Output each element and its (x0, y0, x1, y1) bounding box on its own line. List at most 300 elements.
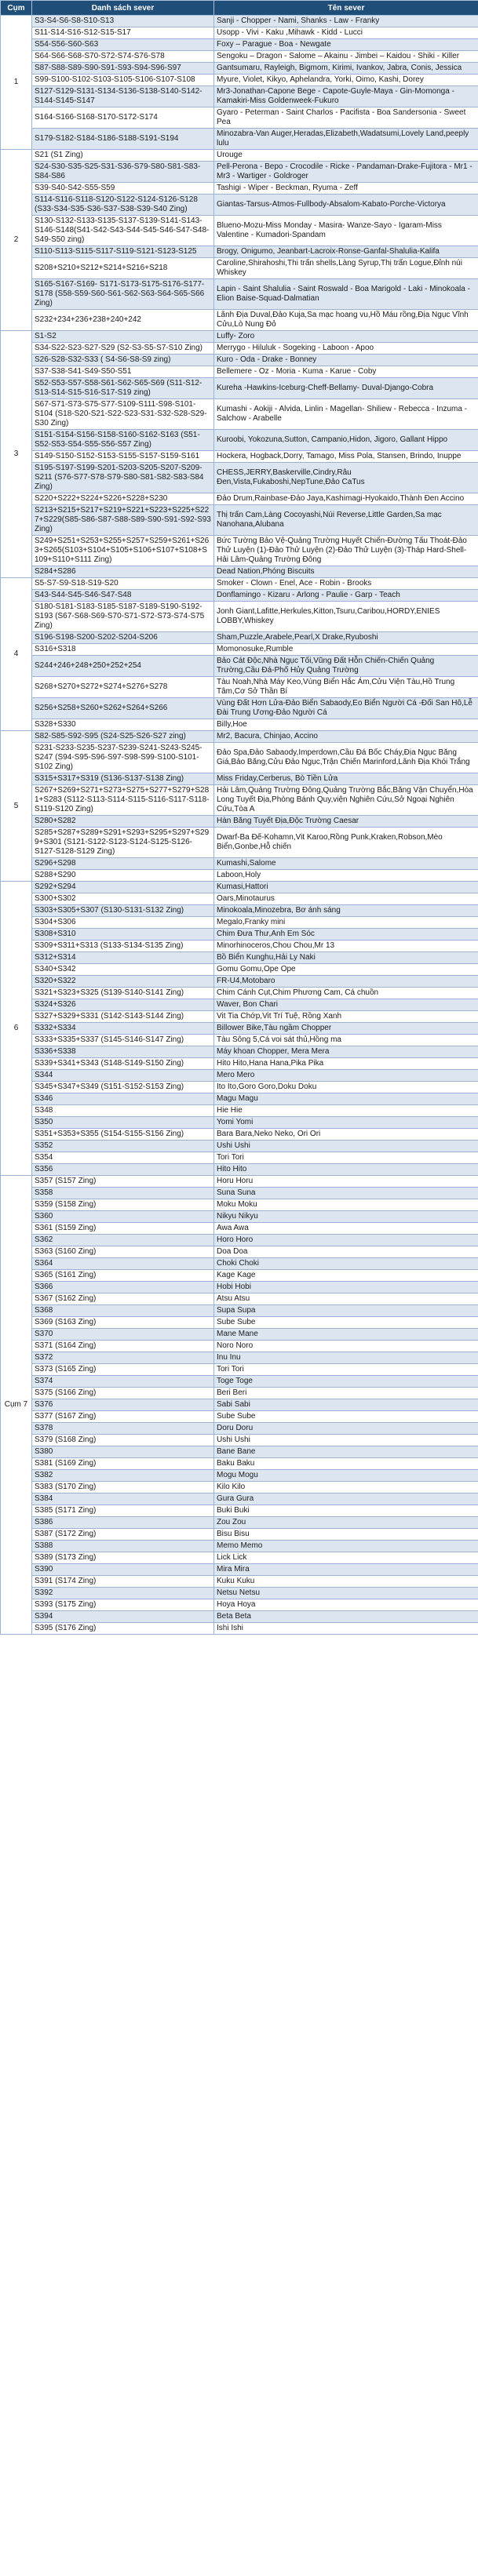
server-name-cell: Bồ Biển Kunghu,Hải Ly Naki (214, 952, 478, 964)
server-list-cell: S377 (S167 Zing) (32, 1411, 214, 1423)
server-name-cell: Minokoala,Minozebra, Bơ ánh sáng (214, 905, 478, 917)
header-cum: Cụm (1, 1, 32, 16)
server-name-cell: Laboon,Holy (214, 870, 478, 882)
server-name-cell: Bisu Bisu (214, 1529, 478, 1541)
server-list-cell: S320+S322 (32, 976, 214, 988)
server-list-cell: S344 (32, 1070, 214, 1082)
server-name-cell: Brogy, Onigumo, Jeanbart-Lacroix-Ronse-Ganfal-Shalulia-Kalifa (214, 246, 478, 258)
server-list-cell: S376 (32, 1399, 214, 1411)
table-row (1, 75, 478, 86)
server-name-cell: Gomu Gomu,Ope Ope (214, 964, 478, 976)
table-row (1, 988, 478, 999)
table-row (1, 331, 478, 343)
server-list-cell: S357 (S157 Zing) (32, 1176, 214, 1188)
table-row (1, 743, 478, 773)
server-list-cell: S365 (S161 Zing) (32, 1270, 214, 1282)
server-list-cell: S292+S294 (32, 882, 214, 893)
table-row (1, 1129, 478, 1141)
table-row (1, 1517, 478, 1529)
table-row (1, 602, 478, 632)
server-name-cell: Horu Horu (214, 1176, 478, 1188)
table-row (1, 1246, 478, 1258)
server-name-cell: Billower Bike,Tàu ngầm Chopper (214, 1023, 478, 1035)
server-list-cell: S1-S2 (32, 331, 214, 343)
table-row (1, 677, 478, 698)
server-name-cell: Mane Mane (214, 1329, 478, 1341)
table-row (1, 86, 478, 107)
server-list-cell: S389 (S173 Zing) (32, 1552, 214, 1564)
server-name-cell: Usopp - Vivi - Kaku ,Mihawk - Kidd - Lucci (214, 27, 478, 39)
server-list-cell: S351+S353+S355 (S154-S155-S156 Zing) (32, 1129, 214, 1141)
server-name-cell: Oars,Minotaurus (214, 893, 478, 905)
server-list-cell: S309+S311+S313 (S133-S134-S135 Zing) (32, 941, 214, 952)
server-name-cell: Awa Awa (214, 1223, 478, 1235)
server-name-cell: Sube Sube (214, 1411, 478, 1423)
table-row (1, 1223, 478, 1235)
server-list-cell: S3-S4-S6-S8-S10-S13 (32, 16, 214, 27)
server-name-cell: Máy khoan Chopper, Mera Mera (214, 1046, 478, 1058)
server-list-cell: S267+S269+S271+S273+S275+S277+S279+S281+S283 (S112-S113-S114-S115-S116-S117-S118-S119-S120 Zing) (32, 785, 214, 816)
server-name-cell: Dead Nation,Phóng Biscuits (214, 566, 478, 578)
table-row (1, 1305, 478, 1317)
server-name-cell: Lick Lick (214, 1552, 478, 1564)
cluster-cell: 2 (1, 150, 32, 331)
server-list-cell: S381 (S169 Zing) (32, 1458, 214, 1470)
server-name-cell: Gantsumaru, Rayleigh, Bigmom, Kirimi, Ivankov, Jabra, Conis, Jessica (214, 63, 478, 75)
table-row (1, 1093, 478, 1105)
table-row (1, 1011, 478, 1023)
server-list-cell: S316+S318 (32, 644, 214, 656)
server-list-cell: S43-S44-S45-S46-S47-S48 (32, 590, 214, 602)
table-row (1, 378, 478, 399)
server-list-cell: S164-S166-S168-S170-S172-S174 (32, 107, 214, 129)
server-list-cell: S350 (32, 1117, 214, 1129)
server-list-cell: S369 (S163 Zing) (32, 1317, 214, 1329)
server-name-cell: Kumasi,Hattori (214, 882, 478, 893)
table-row (1, 366, 478, 378)
table-row (1, 1141, 478, 1152)
server-name-cell: Bảo Cát Độc,Nhà Ngục Tối,Vũng Đất Hỗn Chiến-Chiến Quảng Trường,Cầu Đá-Phố Hủy Quảng Trường (214, 656, 478, 677)
server-list-cell: S39-S40-S42-S55-S59 (32, 183, 214, 195)
server-name-cell: Inu Inu (214, 1352, 478, 1364)
server-name-cell: Kuku Kuku (214, 1576, 478, 1588)
table-row (1, 1423, 478, 1435)
server-name-cell: Sanji - Chopper - Nami, Shanks - Law - Franky (214, 16, 478, 27)
table-row (1, 976, 478, 988)
server-name-cell: Bane Bane (214, 1446, 478, 1458)
server-list-cell: S366 (32, 1282, 214, 1293)
table-row (1, 51, 478, 63)
table-row (1, 1023, 478, 1035)
server-list-cell: S244+246+248+250+252+254 (32, 656, 214, 677)
table-row (1, 1552, 478, 1564)
server-name-cell: Netsu Netsu (214, 1588, 478, 1599)
server-name-cell: Minozabra-Van Auger,Heradas,Elizabeth,Wadatsumi,Lovely Land,peeply lulu (214, 129, 478, 150)
table-row (1, 1188, 478, 1199)
server-list-cell: S303+S305+S307 (S130-S131-S132 Zing) (32, 905, 214, 917)
server-name-cell: Luffy- Zoro (214, 331, 478, 343)
server-name-cell: Vit Tia Chớp,Vit Trí Tuệ, Rồng Xanh (214, 1011, 478, 1023)
server-name-cell: Magu Magu (214, 1093, 478, 1105)
server-list-cell: S333+S335+S337 (S145-S146-S147 Zing) (32, 1035, 214, 1046)
cluster-cell: 1 (1, 16, 32, 150)
server-list-cell: S360 (32, 1211, 214, 1223)
table-row (1, 246, 478, 258)
table-row (1, 858, 478, 870)
server-list-cell: S304+S306 (32, 917, 214, 929)
server-name-cell: Nikyu Nikyu (214, 1211, 478, 1223)
server-list-cell: S385 (S171 Zing) (32, 1505, 214, 1517)
server-list-cell: S367 (S162 Zing) (32, 1293, 214, 1305)
server-name-cell: Pell-Perona - Bepo - Crocodile - Ricke - Pandaman-Drake-Fujitora - Mr1 - Mr3 - Wartiger - Goldroger (214, 162, 478, 183)
table-row (1, 1564, 478, 1576)
table-row (1, 1329, 478, 1341)
server-name-cell: Kilo Kilo (214, 1482, 478, 1494)
server-name-cell: Noro Noro (214, 1341, 478, 1352)
server-name-cell: Donflamingo - Kizaru - Arlong - Paulie - Garp - Teach (214, 590, 478, 602)
server-name-cell: Billy,Hoe (214, 719, 478, 731)
table-row (1, 1046, 478, 1058)
server-list-cell: S54-S56-S60-S63 (32, 39, 214, 51)
server-name-cell: Thị trấn Cam,Làng Cocoyashi,Núi Reverse,Little Garden,Sa mạc Nanohana,Alubana (214, 505, 478, 536)
server-name-cell: Moku Moku (214, 1199, 478, 1211)
table-row (1, 929, 478, 941)
server-list-cell: S231-S233-S235-S237-S239-S241-S243-S245-S247 (S94-S95-S96-S97-S98-S99-S100-S101-S102 Zing) (32, 743, 214, 773)
table-row (1, 828, 478, 858)
server-name-cell: Sengoku – Dragon - Salome – Akainu - Jimbei – Kaidou - Shiki - Killer (214, 51, 478, 63)
server-list-cell: S386 (32, 1517, 214, 1529)
table-row (1, 1258, 478, 1270)
server-name-cell: Đảo Drum,Rainbase-Đảo Jaya,Kashimagi-Hyokaido,Thành Đen Accino (214, 493, 478, 505)
server-name-cell: Buki Buki (214, 1505, 478, 1517)
server-list-cell: S348 (32, 1105, 214, 1117)
server-list-cell: S327+S329+S331 (S142-S143-S144 Zing) (32, 1011, 214, 1023)
table-row (1, 1070, 478, 1082)
server-list-cell: S151-S154-S156-S158-S160-S162-S163 (S51-S52-S53-S54-S55-S56-S57 Zing) (32, 430, 214, 451)
server-name-cell: Yomi Yomi (214, 1117, 478, 1129)
server-name-cell: Tori Tori (214, 1152, 478, 1164)
server-name-cell: Hàn Băng Tuyết Địa,Độc Trường Caesar (214, 816, 478, 828)
table-body (1, 16, 478, 1635)
server-list-cell: S21 (S1 Zing) (32, 150, 214, 162)
server-name-cell: Memo Memo (214, 1541, 478, 1552)
server-list-cell: S195-S197-S199-S201-S203-S205-S207-S209-S211 (S76-S77-S78-S79-S80-S81-S82-S83-S84 Zing) (32, 463, 214, 493)
server-list-cell: S361 (S159 Zing) (32, 1223, 214, 1235)
server-list-cell: S380 (32, 1446, 214, 1458)
header-server-name: Tên sever (214, 1, 478, 16)
server-name-cell: Bức Tường Bảo Vệ-Quảng Trường Huyết Chiến-Đường Tấu Thoát-Đảo Thử Luyện (1)-Đảo Thử Luyện (2)-Đảo Thử Luyện (3)-Tháp Hard-Shell-Hải Lâm-Quảng Trường Đông (214, 536, 478, 566)
cluster-cell: 3 (1, 331, 32, 578)
server-list-cell: S374 (32, 1376, 214, 1388)
server-name-cell: Hito Hito,Hana Hana,Pika Pika (214, 1058, 478, 1070)
table-row (1, 1623, 478, 1635)
server-name-cell: Vùng Đất Hơn Lửa-Đảo Biển Sabaody,Eo Biển Người Cá -Đối San Hô,Lễ Đài Trung Ương-Đảo Người Cá (214, 698, 478, 719)
server-list-cell: S24-S30-S35-S25-S31-S36-S79-S80-S81-S83-S84-S86 (32, 162, 214, 183)
server-list-cell: S220+S222+S224+S226+S228+S230 (32, 493, 214, 505)
server-list-cell: S373 (S165 Zing) (32, 1364, 214, 1376)
server-name-cell: Sham,Puzzle,Arabele,Pearl,X Drake,Ryuboshi (214, 632, 478, 644)
server-list-cell: S67-S71-S73-S75-S77-S109-S111-S98-S101-S104 (S18-S20-S21-S22-S23-S31-S32-S28-S29-S30 Zing) (32, 399, 214, 430)
server-name-cell: Sabi Sabi (214, 1399, 478, 1411)
server-name-cell: Mira Mira (214, 1564, 478, 1576)
server-name-cell: Mero Mero (214, 1070, 478, 1082)
server-name-cell: Ito Ito,Goro Goro,Doku Doku (214, 1082, 478, 1093)
table-row (1, 964, 478, 976)
server-list-cell: S382 (32, 1470, 214, 1482)
table-row (1, 355, 478, 366)
server-list-cell: S378 (32, 1423, 214, 1435)
table-row (1, 785, 478, 816)
table-row (1, 698, 478, 719)
table-row (1, 1352, 478, 1364)
table-row (1, 632, 478, 644)
table-row (1, 1411, 478, 1423)
server-list-cell: S180-S181-S183-S185-S187-S189-S190-S192-S193 (S67-S68-S69-S70-S71-S72-S73-S74-S75 Zing) (32, 602, 214, 632)
server-list-cell: S280+S282 (32, 816, 214, 828)
table-row (1, 917, 478, 929)
server-name-cell: Blueno-Mozu-Miss Monday - Masira- Wanze-Sayo - Igaram-Miss Valentine - Kumadori-Spandam (214, 216, 478, 246)
table-row (1, 129, 478, 150)
table-row (1, 27, 478, 39)
server-name-cell: Beta Beta (214, 1611, 478, 1623)
server-name-cell: Caroline,Shirahoshi,Thi trấn shells,Làng Syrup,Thị trấn Logue,Đỉnh núi Whiskey (214, 258, 478, 279)
table-row (1, 1235, 478, 1246)
table-row (1, 536, 478, 566)
server-list-cell: S34-S22-S23-S27-S29 (S2-S3-S5-S7-S10 Zing) (32, 343, 214, 355)
server-list-cell: S64-S66-S68-S70-S72-S74-S76-S78 (32, 51, 214, 63)
server-list-cell: S87-S88-S89-S90-S91-S93-S94-S96-S97 (32, 63, 214, 75)
server-list-cell: S5-S7-S9-S18-S19-S20 (32, 578, 214, 590)
server-list-cell: S364 (32, 1258, 214, 1270)
server-list-cell: S249+S251+S253+S255+S257+S259+S261+S263+S265(S103+S104+S105+S106+S107+S108+S109+S110+S111 Zing) (32, 536, 214, 566)
cluster-cell: 6 (1, 882, 32, 1176)
server-list-cell: S232+234+236+238+240+242 (32, 310, 214, 331)
server-list-cell: S345+S347+S349 (S151-S152-S153 Zing) (32, 1082, 214, 1093)
server-name-cell: Tàu Sông 5,Cá voi sát thủ,Hồng ma (214, 1035, 478, 1046)
table-row (1, 1470, 478, 1482)
table-row (1, 1482, 478, 1494)
table-row (1, 16, 478, 27)
table-row (1, 1611, 478, 1623)
server-list-cell: S208+S210+S212+S214+S216+S218 (32, 258, 214, 279)
table-row (1, 1082, 478, 1093)
table-row (1, 1494, 478, 1505)
server-name-cell: Lãnh Địa Duval,Đảo Kuja,Sa mạc hoang vu,Hồ Máu rồng,Địa Ngục Vĩnh Cửu,Lò Nung Đỏ (214, 310, 478, 331)
server-list-cell: S375 (S166 Zing) (32, 1388, 214, 1399)
server-list-cell: S372 (32, 1352, 214, 1364)
server-list-cell: S99-S100-S102-S103-S105-S106-S107-S108 (32, 75, 214, 86)
table-row (1, 905, 478, 917)
server-list-cell: S383 (S170 Zing) (32, 1482, 214, 1494)
server-list-cell: S392 (32, 1588, 214, 1599)
server-name-cell: Zou Zou (214, 1517, 478, 1529)
server-name-cell: Waver, Bon Chari (214, 999, 478, 1011)
server-list-cell: S356 (32, 1164, 214, 1176)
server-name-cell: Smoker - Clown - Enel, Ace - Robin - Brooks (214, 578, 478, 590)
server-name-cell: Toge Toge (214, 1376, 478, 1388)
table-row (1, 1035, 478, 1046)
table-row (1, 195, 478, 216)
server-name-cell: Minorhinoceros,Chou Chou,Mr 13 (214, 941, 478, 952)
table-row (1, 1399, 478, 1411)
server-list-cell: S268+S270+S272+S274+S276+S278 (32, 677, 214, 698)
server-list-cell: S321+S323+S325 (S139-S140-S141 Zing) (32, 988, 214, 999)
table-row (1, 258, 478, 279)
server-list-cell: S288+S290 (32, 870, 214, 882)
server-name-cell: Hải Lâm,Quảng Trường Đông,Quảng Trường Bắc,Băng Vận Chuyển,Hòa Long Tuyết Địa,Phòng Bánh Quy,viện Nghiên Cứu,Sở Ngoại Nghiên Cứu,Tòa A (214, 785, 478, 816)
table-row (1, 1117, 478, 1129)
table-row (1, 999, 478, 1011)
table-row (1, 816, 478, 828)
table-row (1, 1341, 478, 1352)
server-name-cell: Kuro - Oda - Drake - Bonney (214, 355, 478, 366)
server-list-cell: S324+S326 (32, 999, 214, 1011)
server-list-cell: S26-S28-S32-S33 ( S4-S6-S8-S9 zing) (32, 355, 214, 366)
server-list-cell: S165-S167-S169- S171-S173-S175-S176-S177-S178 (S58-S59-S60-S61-S62-S63-S64-S65-S66 Zing) (32, 279, 214, 310)
server-name-cell: Atsu Atsu (214, 1293, 478, 1305)
table-row (1, 1505, 478, 1517)
server-list-cell: S394 (32, 1611, 214, 1623)
server-list-cell: S285+S287+S289+S291+S293+S295+S297+S299+S301 (S121-S122-S123-S124-S125-S126-S127-S128-S129 Zing) (32, 828, 214, 858)
server-list-cell: S339+S341+S343 (S148-S149-S150 Zing) (32, 1058, 214, 1070)
server-name-cell: Choki Choki (214, 1258, 478, 1270)
server-name-cell: FR-U4,Motobaro (214, 976, 478, 988)
table-row (1, 39, 478, 51)
server-list-cell: S114-S116-S118-S120-S122-S124-S126-S128 (S33-S34-S35-S36-S37-S38-S39-S40 Zing) (32, 195, 214, 216)
table-row (1, 1282, 478, 1293)
table-row (1, 882, 478, 893)
table-row (1, 1164, 478, 1176)
table-row (1, 1458, 478, 1470)
server-name-cell: Chim Cánh Cụt,Chim Phương Cam, Cá chuồn (214, 988, 478, 999)
server-name-cell: Giantas-Tarsus-Atmos-Fullbody-Absalom-Kabato-Porche-Victorya (214, 195, 478, 216)
server-name-cell: Baku Baku (214, 1458, 478, 1470)
server-name-cell: Hobi Hobi (214, 1282, 478, 1293)
server-name-cell: Beri Beri (214, 1388, 478, 1399)
cluster-cell: 4 (1, 578, 32, 731)
server-name-cell: Tashigi - Wiper - Beckman, Ryuma - Zeff (214, 183, 478, 195)
server-name-cell: Ushi Ushi (214, 1435, 478, 1446)
table-row (1, 162, 478, 183)
server-list-cell: S308+S310 (32, 929, 214, 941)
server-name-cell: Lapin - Saint Shalulia - Saint Roswald - Boa Marigold - Laki - Minokoala - Elion Baise-Squad-Dalmatian (214, 279, 478, 310)
table-row (1, 216, 478, 246)
table-row (1, 310, 478, 331)
server-list-cell: S110-S113-S115-S117-S119-S121-S123-S125 (32, 246, 214, 258)
server-name-cell: Doru Doru (214, 1423, 478, 1435)
server-name-cell: Hockera, Hogback,Dorry, Tamago, Miss Pola, Stansen, Brindo, Inuppe (214, 451, 478, 463)
server-list-cell: S393 (S175 Zing) (32, 1599, 214, 1611)
table-row (1, 1576, 478, 1588)
server-name-cell: CHESS,JERRY,Baskerville,Cindry,Râu Đen,Vista,Fukaboshi,NepTune,Đảo CaTus (214, 463, 478, 493)
server-name-cell: Kage Kage (214, 1270, 478, 1282)
server-list-cell: S328+S330 (32, 719, 214, 731)
server-list-cell: S213+S215+S217+S219+S221+S223+S225+S227+S229(S85-S86-S87-S88-S89-S90-S91-S92-S93 Zing) (32, 505, 214, 536)
server-list-cell: S354 (32, 1152, 214, 1164)
table-row (1, 183, 478, 195)
server-name-cell: Hie Hie (214, 1105, 478, 1117)
table-row (1, 1211, 478, 1223)
table-row (1, 343, 478, 355)
server-list-cell: S391 (S174 Zing) (32, 1576, 214, 1588)
server-name-cell: Sube Sube (214, 1317, 478, 1329)
table-row (1, 1446, 478, 1458)
cluster-cell: Cụm 7 (1, 1176, 32, 1635)
server-list-cell: S296+S298 (32, 858, 214, 870)
server-name-cell: Kumashi,Salome (214, 858, 478, 870)
server-list-cell: S196-S198-S200-S202-S204-S206 (32, 632, 214, 644)
table-row (1, 1199, 478, 1211)
server-list-cell: S395 (S176 Zing) (32, 1623, 214, 1635)
table-row (1, 1588, 478, 1599)
table-row (1, 731, 478, 743)
server-list-cell: S358 (32, 1188, 214, 1199)
table-row (1, 505, 478, 536)
server-name-cell: Kureha -Hawkins-Iceburg-Cheff-Bellamy- Duval-Django-Cobra (214, 378, 478, 399)
table-row (1, 399, 478, 430)
server-name-cell: Supa Supa (214, 1305, 478, 1317)
table-row (1, 1105, 478, 1117)
table-row (1, 870, 478, 882)
server-list-cell: S11-S14-S16-S12-S15-S17 (32, 27, 214, 39)
server-list-cell: S332+S334 (32, 1023, 214, 1035)
server-list-cell: S359 (S158 Zing) (32, 1199, 214, 1211)
server-name-cell: Jonh Giant,Lafitte,Herkules,Kitton,Tsuru,Caribou,HORDY,ENIES LOBBY,Whiskey (214, 602, 478, 632)
table-row (1, 150, 478, 162)
table-row (1, 1388, 478, 1399)
server-list-cell: S346 (32, 1093, 214, 1105)
table-row (1, 1152, 478, 1164)
table-row (1, 1376, 478, 1388)
server-name-cell: Myure, Violet, Kikyo, Aphelandra, Yorki, Oimo, Kashi, Dorey (214, 75, 478, 86)
server-name-cell: Mr3-Jonathan-Capone Bege - Capote-Guyle-Maya - Gin-Momonga - Kamakiri-Miss Goldenweek-Fukuro (214, 86, 478, 107)
server-name-cell: Chim Đưa Thư,Anh Em Sóc (214, 929, 478, 941)
table-row (1, 773, 478, 785)
table-row (1, 279, 478, 310)
table-row (1, 1317, 478, 1329)
server-name-cell: Mogu Mogu (214, 1470, 478, 1482)
server-list-cell: S362 (32, 1235, 214, 1246)
table-row (1, 1599, 478, 1611)
server-list-cell: S352 (32, 1141, 214, 1152)
table-row (1, 1541, 478, 1552)
server-list-cell: S127-S129-S131-S134-S136-S138-S140-S142-S144-S145-S147 (32, 86, 214, 107)
cluster-cell: 5 (1, 731, 32, 882)
server-list-cell: S315+S317+S319 (S136-S137-S138 Zing) (32, 773, 214, 785)
table-row (1, 493, 478, 505)
table-row (1, 1435, 478, 1446)
table-row (1, 941, 478, 952)
table-row (1, 107, 478, 129)
server-list-cell: S388 (32, 1541, 214, 1552)
server-list-cell: S340+S342 (32, 964, 214, 976)
server-name-cell: Bellemere - Oz - Moria - Kuma - Karue - Coby (214, 366, 478, 378)
server-list-cell: S179-S182-S184-S186-S188-S191-S194 (32, 129, 214, 150)
server-name-cell: Urouge (214, 150, 478, 162)
table-row (1, 1364, 478, 1376)
header-server-list: Danh sách sever (32, 1, 214, 16)
table-row (1, 1293, 478, 1305)
table-row (1, 1058, 478, 1070)
server-list-cell: S370 (32, 1329, 214, 1341)
server-name-cell: Bara Bara,Neko Neko, Ori Ori (214, 1129, 478, 1141)
server-list-cell: S390 (32, 1564, 214, 1576)
table-row (1, 893, 478, 905)
server-name-cell: Kuroobi, Yokozuna,Sutton, Campanio,Hidon, Jigoro, Gallant Hippo (214, 430, 478, 451)
server-list-cell: S300+S302 (32, 893, 214, 905)
server-list-cell: S256+S258+S260+S262+S264+S266 (32, 698, 214, 719)
server-name-cell: Foxy – Parague - Boa - Newgate (214, 39, 478, 51)
